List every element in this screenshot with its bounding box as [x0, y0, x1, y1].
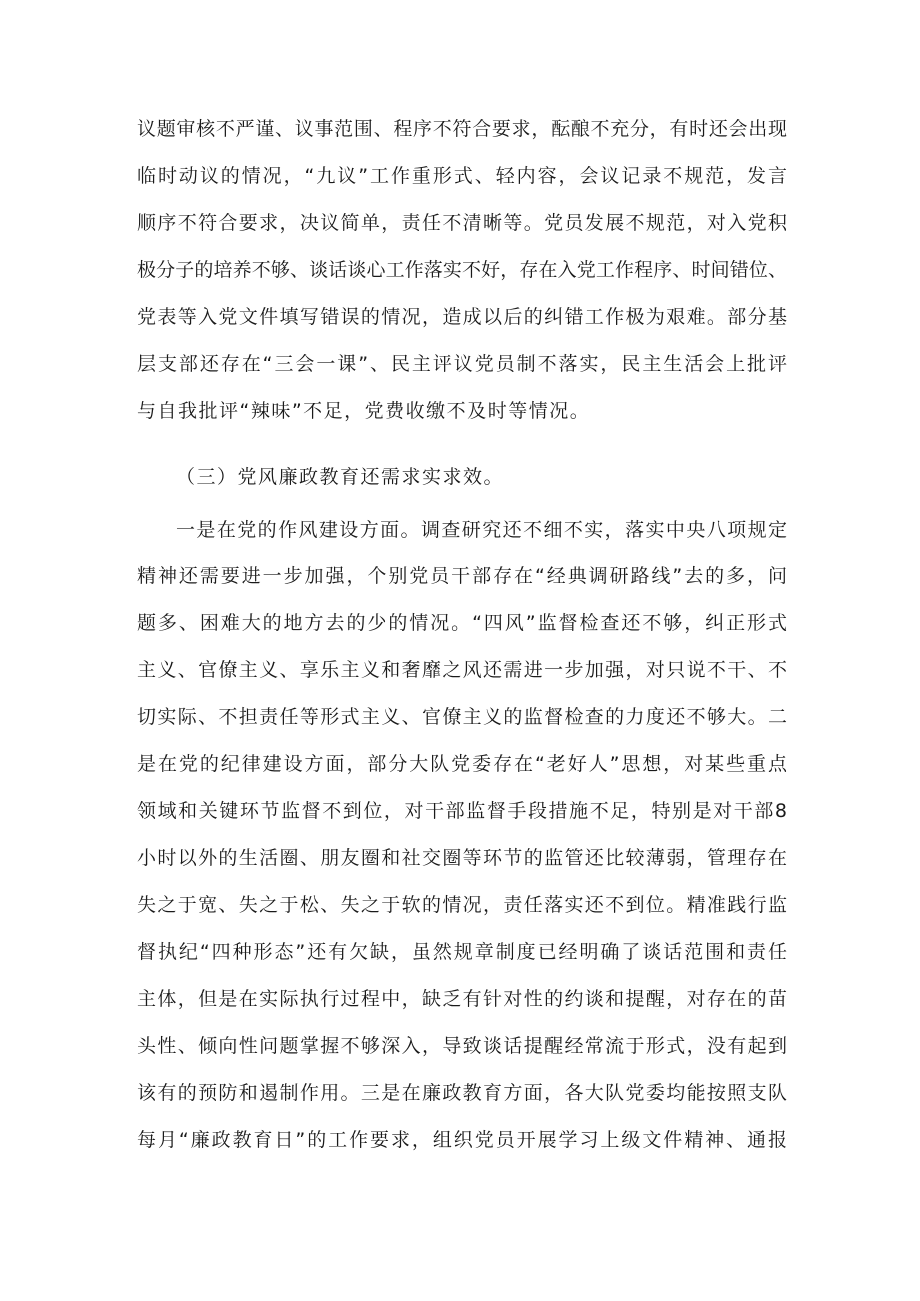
- paragraph-2-line-3: 题多、困难大的地方去的少的情况。“四风”监督检查还不够，纠正形式: [137, 612, 787, 634]
- paragraph-1-line-5: 党表等入党文件填写错误的情况，造成以后的纠错工作极为艰难。部分基: [137, 306, 787, 328]
- paragraph-2-line-13: 该有的预防和遏制作用。三是在廉政教育方面，各大队党委均能按照支队: [137, 1082, 787, 1104]
- paragraph-2-line-14: 每月“廉政教育日”的工作要求，组织党员开展学习上级文件精神、通报: [137, 1129, 787, 1151]
- paragraph-1-line-3: 顺序不符合要求，决议简单，责任不清晰等。党员发展不规范，对入党积: [137, 212, 787, 234]
- paragraph-2-line-5: 切实际、不担责任等形式主义、官僚主义的监督检查的力度还不够大。二: [137, 706, 787, 728]
- paragraph-2-line-11: 主体，但是在实际执行过程中，缺乏有针对性的约谈和提醒，对存在的苗: [137, 988, 787, 1010]
- paragraph-2-line-1: 一是在党的作风建设方面。调查研究还不细不实，落实中央八项规定: [176, 519, 787, 541]
- paragraph-1-line-7: 与自我批评“辣味”不足，党费收缴不及时等情况。: [137, 400, 591, 422]
- paragraph-1-line-1: 议题审核不严谨、议事范围、程序不符合要求，酝酿不充分，有时还会出现: [137, 118, 787, 140]
- section-heading: （三）党风廉政教育还需求实求效。: [176, 466, 505, 488]
- paragraph-2-line-2: 精神还需要进一步加强，个别党员干部存在“经典调研路线”去的多，问: [137, 565, 787, 587]
- paragraph-2-line-4: 主义、官僚主义、享乐主义和奢靡之风还需进一步加强，对只说不干、不: [137, 659, 787, 681]
- paragraph-2-line-12: 头性、倾向性问题掌握不够深入，导致谈话提醒经常流于形式，没有起到: [137, 1035, 787, 1057]
- paragraph-1-line-6: 层支部还存在“三会一课”、民主评议党员制不落实，民主生活会上批评: [137, 353, 787, 375]
- paragraph-2-line-7: 领域和关键环节监督不到位，对干部监督手段措施不足，特别是对干部8: [137, 800, 787, 822]
- paragraph-1-line-2: 临时动议的情况，“九议”工作重形式、轻内容，会议记录不规范，发言: [137, 165, 787, 187]
- paragraph-1-line-4: 极分子的培养不够、谈话谈心工作落实不好，存在入党工作程序、时间错位、: [137, 259, 787, 281]
- paragraph-2-line-8: 小时以外的生活圈、朋友圈和社交圈等环节的监管还比较薄弱，管理存在: [137, 847, 787, 869]
- paragraph-2-line-9: 失之于宽、失之于松、失之于软的情况，责任落实还不到位。精准践行监: [137, 894, 787, 916]
- paragraph-2-line-6: 是在党的纪律建设方面，部分大队党委存在“老好人”思想，对某些重点: [137, 753, 787, 775]
- paragraph-2-line-10: 督执纪“四种形态”还有欠缺，虽然规章制度已经明确了谈话范围和责任: [137, 941, 787, 963]
